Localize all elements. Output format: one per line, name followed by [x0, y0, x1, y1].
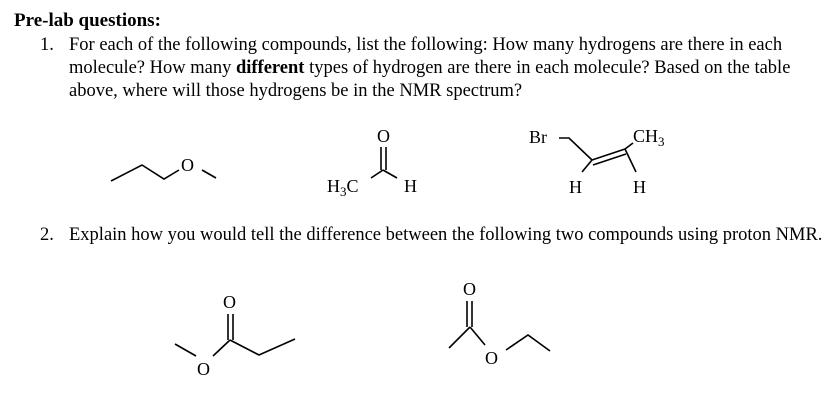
aldehyde-methyl-bond — [371, 170, 383, 178]
question-2-text: Explain how you would tell the difference between the following two compounds using proton NMR. — [69, 225, 823, 245]
question-2-number: 2. — [40, 225, 54, 245]
ester-b-carbonyl-oxygen-label: O — [463, 279, 476, 299]
page-heading: Pre-lab questions: — [14, 10, 161, 31]
alkene-bromine-label: Br — [529, 127, 547, 147]
alkene-h-left-label: H — [569, 177, 582, 197]
question-1-text-after: types of hydrogen are there in each molecule? Based on the table above, where will those hydrogens be in the NMR spectrum? — [69, 58, 791, 101]
alkene-h-right-label: H — [633, 177, 646, 197]
alkene-methyl-label: $CH_3$ — [633, 126, 665, 149]
structure-aldehyde — [327, 126, 417, 199]
ether-methyl-bond — [202, 170, 216, 178]
alkene-double-bond-1 — [592, 149, 625, 160]
ether-oxygen-label: O — [181, 155, 194, 175]
structure-ester-a — [175, 292, 295, 379]
ester-a-methyl-bond — [175, 344, 196, 356]
aldehyde-methyl-label: $H_3C$ — [327, 176, 359, 199]
question-1-number: 1. — [40, 35, 54, 55]
question-1-text-before: For each of the following compounds, list the following: How many hydrogens are there in each molecule? How many — [69, 35, 783, 78]
alkene-h-right-bond — [625, 149, 636, 172]
aldehyde-oxygen-label: O — [377, 126, 390, 146]
ester-a-co-bond — [213, 340, 230, 356]
ester-a-ether-oxygen-label: O — [197, 359, 210, 379]
structure-ether — [111, 155, 216, 181]
alkene-methyl-bond — [625, 143, 633, 149]
ester-a-carbonyl-oxygen-label: O — [223, 292, 236, 312]
ether-chain-bonds — [111, 165, 179, 181]
alkene-double-bond-2 — [593, 154, 626, 165]
ester-b-methyl-bond — [449, 327, 470, 348]
alkene-bromomethyl-bond — [559, 138, 592, 160]
ester-a-ethyl-bonds — [230, 339, 295, 355]
question-1-emphasis: different — [235, 58, 305, 78]
aldehyde-h-label: H — [404, 176, 417, 196]
aldehyde-h-bond — [383, 170, 397, 178]
structure-alkene — [529, 126, 665, 197]
ester-b-ethyl-bonds — [506, 335, 550, 351]
structure-ester-b — [449, 279, 550, 368]
alkene-h-left-bond — [582, 160, 592, 172]
ester-b-ether-oxygen-label: O — [485, 348, 498, 368]
ester-b-co-bond — [470, 327, 485, 345]
